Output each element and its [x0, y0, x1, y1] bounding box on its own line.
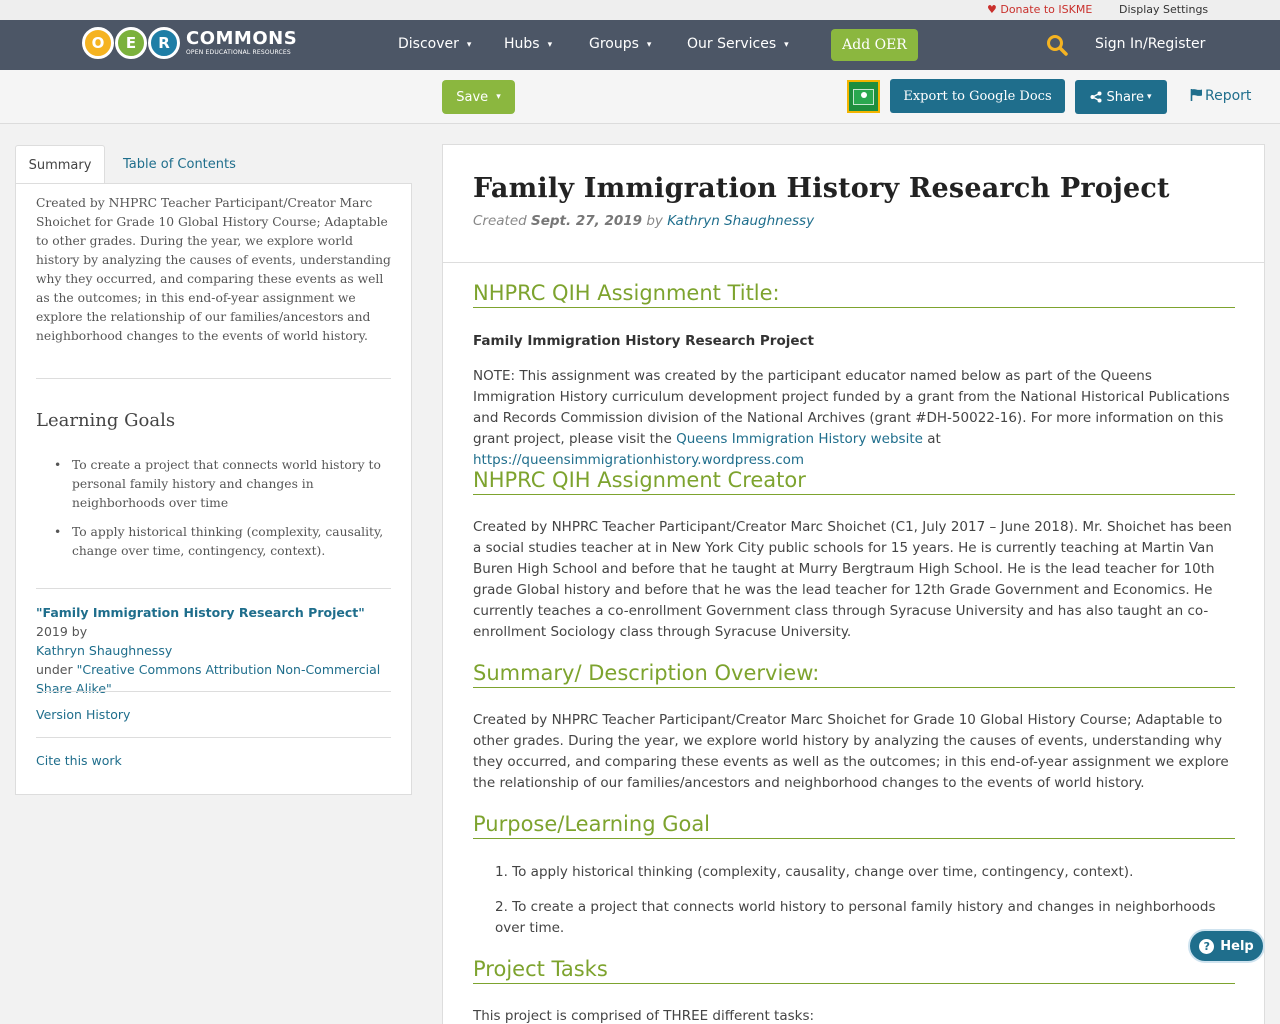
qih-url-link[interactable]: https://queensimmigrationhistory.wordpress.com [473, 452, 805, 468]
nav-discover-label: Discover [398, 36, 459, 52]
save-button-label: Save [456, 89, 489, 105]
cite-this-work-link[interactable]: Cite this work [36, 753, 122, 768]
nav-our-services[interactable] [687, 36, 789, 52]
nav-hubs[interactable] [504, 36, 552, 52]
learning-goals-heading: Learning Goals [36, 410, 176, 431]
by-label: by [642, 213, 668, 229]
list-item: 2. To create a project that connects world history to personal family history and changes in neighborhoods over time. [495, 899, 1216, 936]
nav-our-services-label: Our Services [687, 36, 777, 52]
resource-meta [473, 213, 814, 229]
logo-tagline: OPEN EDUCATIONAL RESOURCES [186, 49, 291, 56]
utility-bar [0, 0, 1280, 20]
logo-letter-e: E [115, 27, 147, 59]
oer-commons-logo[interactable] [82, 25, 297, 61]
logo-letter-r: R [148, 27, 180, 59]
attribution-author-link[interactable]: Kathryn Shaughnessy [36, 643, 173, 658]
resource-action-bar [0, 70, 1280, 124]
logo-letter-o: O [82, 27, 114, 59]
divider [36, 378, 391, 379]
help-button[interactable] [1188, 929, 1265, 963]
attribution-year: 2019 by [36, 624, 88, 639]
divider [36, 737, 391, 738]
chevron-down-icon: ▾ [784, 40, 789, 50]
list-item: • To apply historical thinking (complexity, causality, change over time, contingency, context). [54, 523, 394, 561]
section-heading: Purpose/Learning Goal [473, 812, 1235, 839]
google-classroom-icon[interactable] [847, 80, 880, 113]
question-icon: ? [1199, 939, 1214, 954]
sign-in-register-link[interactable]: Sign In/Register [1095, 36, 1206, 52]
version-history-link[interactable]: Version History [36, 707, 131, 722]
search-icon[interactable] [1046, 34, 1068, 56]
tab-summary[interactable]: Summary [15, 145, 105, 184]
display-settings-link[interactable]: Display Settings [1119, 3, 1209, 16]
resource-content [442, 144, 1265, 1024]
sidebar-tabs [15, 145, 412, 184]
learning-goals-list [54, 456, 394, 571]
created-label: Created [473, 213, 532, 229]
nav-hubs-label: Hubs [504, 36, 540, 52]
list-item: • To create a project that connects world history to personal family history and changes in neighborhoods over time [54, 456, 394, 513]
author-link[interactable]: Kathryn Shaughnessy [667, 213, 815, 229]
license-link[interactable]: "Creative Commons Attribution Non-Commercial Share Alike" [36, 662, 381, 696]
note-paragraph [473, 366, 1235, 471]
tasks-intro: This project is comprised of THREE different tasks: [473, 1008, 815, 1024]
main-nav [0, 20, 1280, 70]
tab-table-of-contents[interactable]: Table of Contents [123, 157, 236, 172]
section-heading: NHPRC QIH Assignment Creator [473, 468, 1235, 495]
logo-name: COMMONS [186, 28, 298, 49]
nav-groups[interactable] [589, 36, 651, 52]
nav-groups-label: Groups [589, 36, 639, 52]
section-heading: Summary/ Description Overview: [473, 661, 1235, 688]
add-oer-button[interactable]: Add OER [831, 29, 918, 61]
chevron-down-icon: ▾ [547, 40, 553, 50]
list-item: 1. To apply historical thinking (complexity, causality, change over time, contingency, context). [495, 864, 1134, 880]
logo-text [186, 30, 297, 56]
summary-paragraph: Created by NHPRC Teacher Participant/Creator Marc Shoichet for Grade 10 Global History Course; Adaptable to other grades. During the year, we explore world history by analyzing the causes of events, understanding why they occurred, and comparing these events as well as the outcomes; in this end-of-year assignment we explore the relationship of our families/ancestors and neighborhood changes to the events of world history. [473, 712, 1229, 791]
attribution-under: under [36, 662, 77, 677]
report-label: Report [1205, 88, 1252, 104]
attribution [36, 603, 396, 698]
creator-paragraph: Created by NHPRC Teacher Participant/Creator Marc Shoichet (C1, July 2017 – June 2018). Mr. Shoichet has been a social studies teacher at in New York City public schools for 15 years. He is currently teaching at Martin Van Buren High School and before that he taught at Murry Bergtraum High School. He is the lead teacher for 10th grade Global history and before that he was the lead teacher for 12th Grade Government and Economics. He currently teaches a co-enrollment Government class through Syracuse University and has also taught an co-enrollment Sociology class through Syracuse University. [473, 519, 1232, 640]
note-text: NOTE: This assignment was created by the participant educator named below as part of the Queens Immigration History curriculum development project funded by a grant from the National Historical Publications and Records Commission division of the National Archives (grant #DH-50022-16). For more information on this grant project, please visit the [473, 368, 1230, 447]
chevron-down-icon: ▾ [1146, 92, 1152, 102]
chevron-down-icon: ▾ [646, 40, 652, 50]
divider [36, 588, 391, 589]
share-icon [1090, 91, 1102, 103]
attribution-title-link[interactable]: "Family Immigration History Research Project" [36, 605, 365, 620]
export-google-docs-button[interactable]: Export to Google Docs [890, 79, 1065, 113]
page-title: Family Immigration History Research Project [473, 173, 1170, 204]
created-date: Sept. 27, 2019 [531, 213, 643, 229]
save-button[interactable] [442, 80, 515, 114]
report-link[interactable] [1190, 88, 1251, 104]
section-heading: Project Tasks [473, 957, 1235, 984]
nav-discover[interactable] [398, 36, 471, 52]
donate-link[interactable]: ♥ Donate to ISKME [987, 3, 1093, 16]
qih-website-link[interactable]: Queens Immigration History website [676, 431, 923, 447]
sidebar-summary: Created by NHPRC Teacher Participant/Creator Marc Shoichet for Grade 10 Global History Course; Adaptable to other grades. During the year, we explore world history by analyzing the causes of events, understanding why they occurred, and comparing these events as well as the outcomes; in this end-of-year assignment we explore the relationship of our families/ancestors and neighborhood changes to the events of world history. [36, 196, 391, 343]
section-heading: NHPRC QIH Assignment Title: [473, 281, 1235, 308]
sidebar-panel [15, 183, 412, 795]
flag-icon [1190, 88, 1203, 101]
purpose-list [495, 862, 1235, 953]
divider [36, 691, 391, 692]
share-button-label: Share [1106, 89, 1144, 105]
classroom-board-shape [853, 89, 874, 105]
assignment-title: Family Immigration History Research Project [473, 333, 814, 349]
resource-header [443, 145, 1264, 263]
help-label: Help [1220, 938, 1254, 954]
chevron-down-icon: ▾ [466, 40, 472, 50]
chevron-down-icon: ▾ [496, 92, 501, 102]
share-button[interactable] [1075, 80, 1167, 114]
note-at: at [922, 431, 941, 447]
